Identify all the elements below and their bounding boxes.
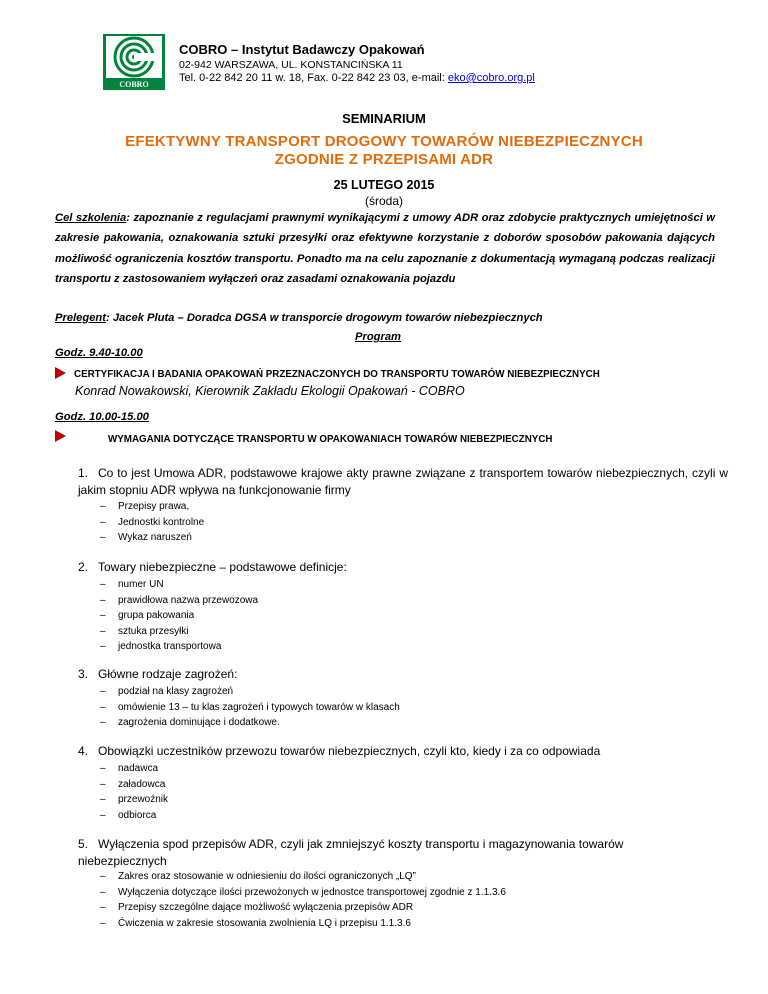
item-3-sublist — [118, 684, 400, 731]
list-item: – nadawca — [118, 761, 168, 777]
item-text: Wyłączenia spod przepisów ADR, czyli jak zmniejszyć koszty transportu i magazynowania towarów niebezpiecznych — [78, 837, 624, 868]
speaker — [55, 312, 543, 324]
logo-text: COBRO — [119, 80, 149, 89]
item-text: Towary niebezpieczne – podstawowe definicje: — [98, 560, 347, 574]
contact-text: Tel. 0-22 842 20 11 w. 18, Fax. 0-22 842 23 03, e-mail: — [179, 72, 448, 84]
list-item: – Ćwiczenia w zakresie stosowania zwolnienia LQ i przepisu 1.1.3.6 — [118, 916, 506, 932]
program-item-2 — [78, 559, 728, 576]
item-text: Obowiązki uczestników przewozu towarów niebezpiecznych, czyli kto, kiedy i za co odpowiada — [98, 744, 601, 758]
session-1-lecturer: Konrad Nowakowski, Kierownik Zakładu Ekologii Opakowań - COBRO — [75, 384, 465, 398]
arrow-bullet-icon — [55, 367, 66, 379]
session-2-time: Godz. 10.00-15.00 — [55, 411, 149, 423]
item-number: 3. — [78, 667, 89, 681]
list-item: – omówienie 13 – tu klas zagrożeń i typowych towarów w klasach — [118, 700, 400, 716]
list-item: – prawidłowa nazwa przewozowa — [118, 593, 258, 609]
program-item-1 — [78, 465, 728, 499]
training-goal — [55, 208, 715, 289]
email-link[interactable]: eko@cobro.org.pl — [447, 72, 535, 84]
list-item: – Zakres oraz stosowanie w odniesieniu do ilości ograniczonych „LQ” — [118, 869, 506, 885]
item-number: 5. — [78, 837, 89, 851]
seminar-label: SEMINARIUM — [342, 111, 426, 126]
list-item: – grupa pakowania — [118, 608, 258, 624]
letterhead — [179, 42, 535, 85]
item-number: 4. — [78, 744, 89, 758]
item-number: 2. — [78, 560, 89, 574]
list-item: – Przepisy prawa, — [118, 499, 204, 515]
item-4-sublist — [118, 761, 168, 823]
list-item: – numer UN — [118, 577, 258, 593]
speaker-text: : Jacek Pluta – Doradca DGSA w transporcie drogowym towarów niebezpiecznych — [105, 312, 543, 324]
speaker-label: Prelegent — [55, 312, 106, 324]
item-1-sublist — [118, 499, 204, 546]
seminar-date: 25 LUTEGO 2015 — [333, 178, 435, 192]
cobro-logo — [103, 34, 165, 90]
program-item-5 — [78, 836, 638, 870]
list-item: – załadowca — [118, 777, 168, 793]
org-contact — [179, 72, 535, 85]
list-item: – Wykaz naruszeń — [118, 530, 204, 546]
program-item-3 — [78, 666, 728, 683]
list-item: – zagrożenia dominujące i dodatkowe. — [118, 715, 400, 731]
list-item: – sztuka przesyłki — [118, 624, 258, 640]
arrow-bullet-icon — [55, 430, 66, 442]
list-item: – Jednostki kontrolne — [118, 515, 204, 531]
item-text: Co to jest Umowa ADR, podstawowe krajowe akty prawne związane z transportem towarów niebezpiecznych, czyli w jakim stopniu ADR wpływa na funkcjonowanie firmy — [78, 466, 728, 497]
list-item: – podział na klasy zagrożeń — [118, 684, 400, 700]
goal-label: Cel szkolenia — [55, 212, 127, 224]
title-line-2: ZGODNIE Z PRZEPISAMI ADR — [274, 151, 494, 168]
list-item: – Przepisy szczególne dające możliwość wyłączenia przepisów ADR — [118, 900, 506, 916]
item-2-sublist — [118, 577, 258, 655]
logo-mark-icon — [103, 34, 165, 90]
session-2-title: WYMAGANIA DOTYCZĄCE TRANSPORTU W OPAKOWANIACH TOWARÓW NIEBEZPIECZNYCH — [108, 434, 553, 445]
title-line-1: EFEKTYWNY TRANSPORT DROGOWY TOWARÓW NIEBEZPIECZNYCH — [125, 133, 643, 150]
list-item: – Wyłączenia dotyczące ilości przewożonych w jednostce transportowej zgodnie z 1.1.3.6 — [118, 885, 506, 901]
session-1-time: Godz. 9.40-10.00 — [55, 347, 143, 359]
goal-text: : zapoznanie z regulacjami prawnymi wynikającymi z umowy ADR oraz zdobycie praktycznych umiejętności w zakresie pakowania, oznakowania sztuki przesyłki oraz efektywne korzystanie z doborów sposobów pakowania dających możliwość ograniczenia kosztów transportu. Ponadto ma na celu zapoznanie z dokumentacją wymaganą podczas realizacji transportu z zastosowaniem wyłączeń oraz zasadami oznakowania pojazdu — [55, 212, 715, 285]
program-heading: Program — [355, 331, 402, 343]
item-number: 1. — [78, 466, 89, 480]
seminar-title — [0, 133, 768, 169]
program-item-4 — [78, 743, 728, 760]
item-text: Główne rodzaje zagrożeń: — [98, 667, 238, 681]
list-item: – odbiorca — [118, 808, 168, 824]
session-1-title: CERTYFIKACJA I BADANIA OPAKOWAŃ PRZEZNACZONYCH DO TRANSPORTU TOWARÓW NIEBEZPIECZNYCH — [74, 369, 600, 380]
item-5-sublist — [118, 869, 506, 931]
seminar-weekday: (środa) — [364, 194, 403, 208]
org-name: COBRO – Instytut Badawczy Opakowań — [179, 42, 425, 57]
org-address: 02-942 WARSZAWA, UL. KONSTANCIŃSKA 11 — [179, 59, 403, 71]
list-item: – przewoźnik — [118, 792, 168, 808]
list-item: – jednostka transportowa — [118, 639, 258, 655]
